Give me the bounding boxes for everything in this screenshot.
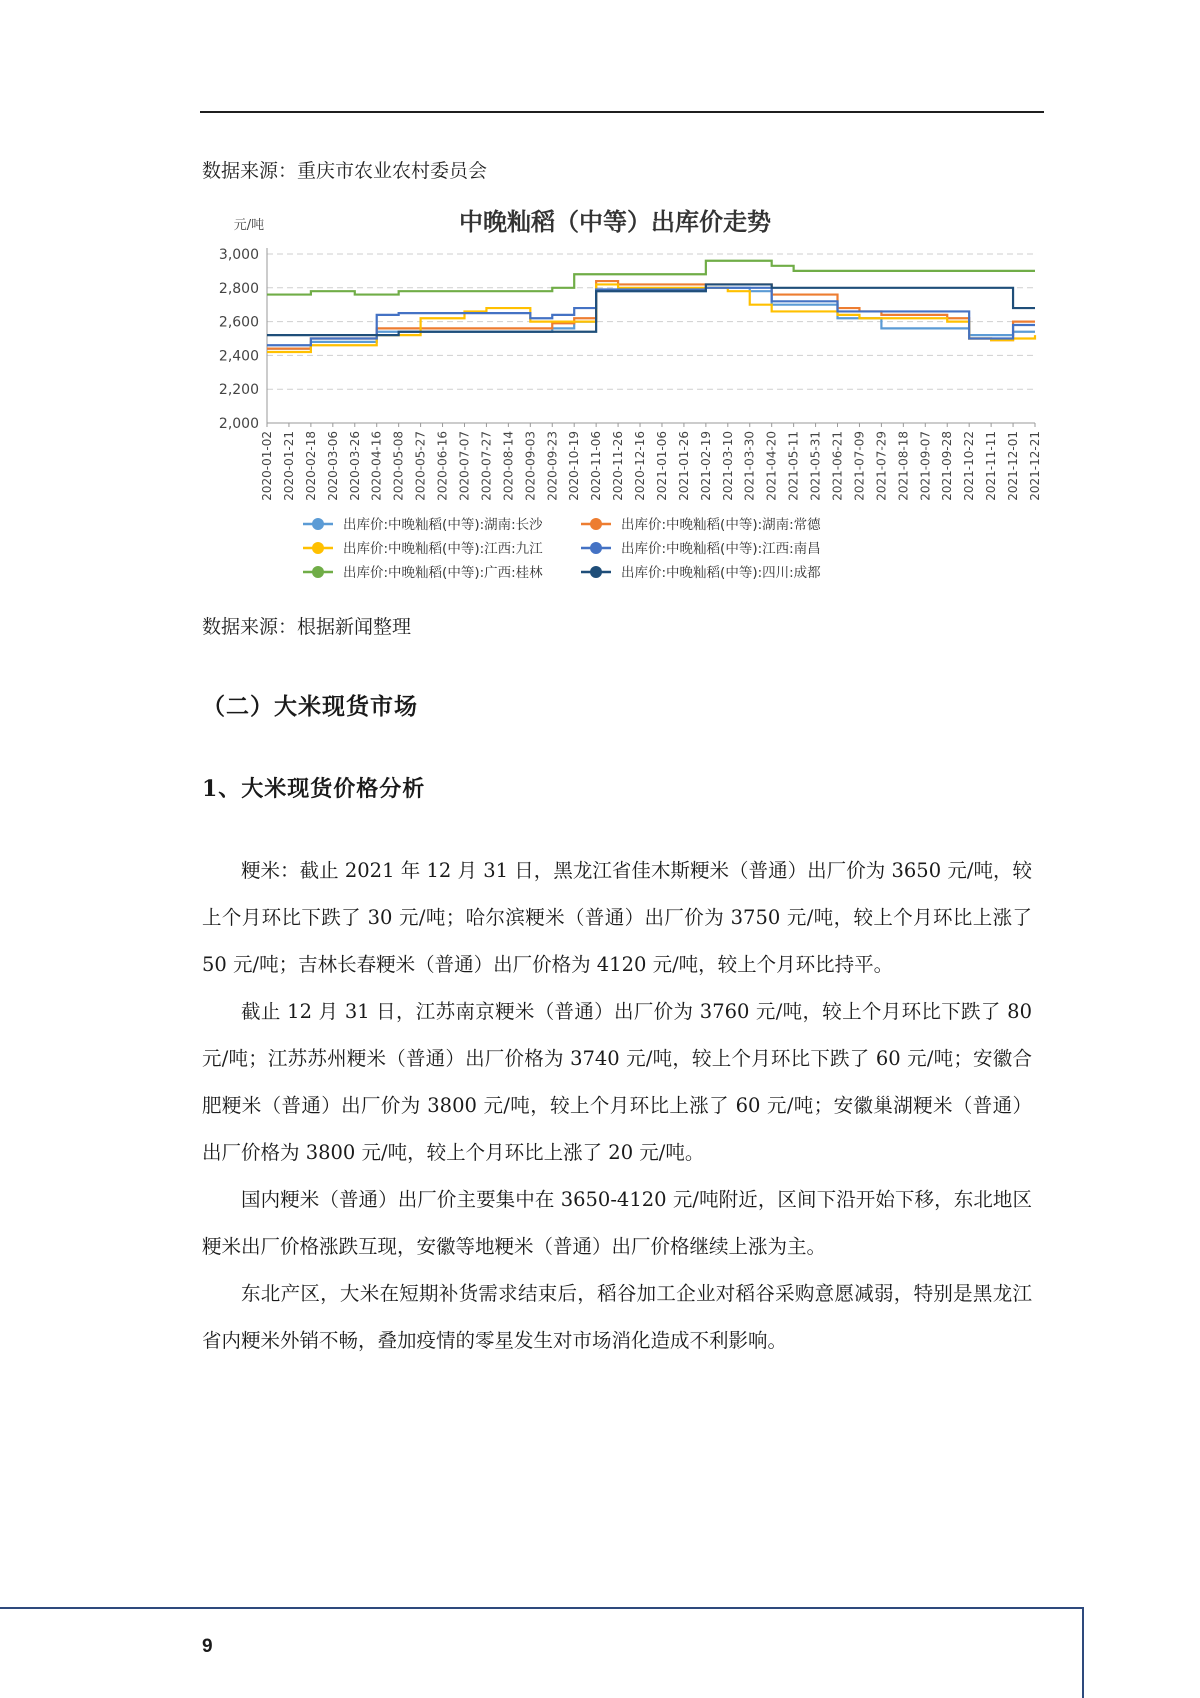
- x-tick-label: 2020-01-21: [281, 431, 296, 501]
- paragraph: 国内粳米（普通）出厂价主要集中在 3650-4120 元/吨附近，区间下沿开始下移，东北地区粳米出厂价格涨跌互现，安徽等地粳米（普通）出厂价格继续上涨为主。: [202, 1188, 1032, 1258]
- data-source-note: 数据来源：重庆市农业农村委员会: [202, 160, 488, 182]
- y-tick-label: 2,400: [218, 348, 259, 365]
- x-tick-label: 2021-10-22: [962, 431, 977, 501]
- x-tick-label: 2020-03-06: [325, 431, 340, 501]
- x-tick-label: 2020-02-18: [303, 431, 318, 501]
- legend-label: 出库价:中晚籼稻(中等):湖南:长沙: [343, 517, 543, 533]
- y-tick-label: 3,000: [218, 247, 259, 263]
- legend-label: 出库价:中晚籼稻(中等):广西:桂林: [343, 565, 543, 581]
- x-tick-label: 2020-08-14: [501, 431, 516, 501]
- x-tick-label: 2021-11-11: [984, 431, 999, 501]
- sub-heading: 1、大米现货价格分析: [202, 776, 426, 802]
- x-tick-label: 2020-11-26: [611, 431, 626, 501]
- chart-title: 中晚籼稻（中等）出库价走势: [459, 208, 771, 236]
- x-tick-label: 2021-12-01: [1006, 431, 1021, 501]
- x-tick-label: 2021-01-06: [654, 431, 669, 501]
- paragraph: 截止 12 月 31 日，江苏南京粳米（普通）出厂价为 3760 元/吨，较上个月环比下跌了 80 元/吨；江苏苏州粳米（普通）出厂价格为 3740 元/吨，较上个月环比下跌了 60 元/吨；安徽合肥粳米（普通）出厂价为 3800 元/吨，较上个月环比上涨了 60 元/吨；安徽巢湖粳米（普通）出厂价格为 3800 元/吨，较上个月环比上涨了 20 元/吨。: [202, 1000, 1032, 1164]
- page-number: 9: [202, 1636, 213, 1657]
- x-tick-label: 2020-10-19: [567, 431, 582, 501]
- x-tick-label: 2020-06-16: [435, 431, 450, 501]
- legend-marker-dot: [312, 542, 324, 554]
- x-tick-label: 2021-07-09: [852, 431, 867, 501]
- x-tick-label: 2021-06-21: [830, 431, 845, 501]
- x-tick-label: 2021-09-07: [918, 431, 933, 501]
- x-tick-label: 2020-12-16: [633, 431, 648, 501]
- x-tick-label: 2021-09-28: [940, 431, 955, 501]
- x-tick-label: 2020-09-03: [523, 431, 538, 501]
- y-tick-label: 2,000: [218, 416, 259, 432]
- y-axis-unit: 元/吨: [233, 218, 265, 233]
- x-tick-label: 2021-12-21: [1028, 431, 1042, 501]
- x-tick-label: 2021-03-10: [720, 431, 735, 501]
- legend-label: 出库价:中晚籼稻(中等):四川:成都: [621, 565, 821, 581]
- x-tick-label: 2020-05-27: [413, 431, 428, 501]
- header-rule: [200, 111, 1044, 113]
- x-tick-label: 2021-04-20: [764, 431, 779, 501]
- x-tick-label: 2020-07-07: [457, 431, 472, 501]
- x-tick-label: 2021-05-31: [808, 431, 823, 501]
- legend-label: 出库价:中晚籼稻(中等):江西:南昌: [621, 541, 821, 557]
- section-heading: （二）大米现货市场: [202, 693, 418, 720]
- x-tick-label: 2020-07-27: [479, 431, 494, 501]
- x-tick-label: 2021-01-26: [676, 431, 691, 501]
- paragraph: 东北产区，大米在短期补货需求结束后，稻谷加工企业对稻谷采购意愿减弱，特别是黑龙江省内粳米外销不畅，叠加疫情的零星发生对市场消化造成不利影响。: [202, 1282, 1032, 1352]
- y-tick-label: 2,800: [218, 280, 259, 297]
- body-text: [202, 847, 1032, 1364]
- y-tick-label: 2,200: [218, 382, 259, 399]
- x-tick-label: 2020-03-26: [347, 431, 362, 501]
- series-line: [267, 288, 1035, 345]
- legend-marker-dot: [312, 566, 324, 578]
- x-tick-label: 2020-11-06: [589, 431, 604, 501]
- footer-side-rule: [1082, 1607, 1084, 1698]
- x-tick-label: 2020-04-16: [369, 431, 384, 501]
- x-tick-label: 2021-03-30: [742, 431, 757, 501]
- x-tick-label: 2020-09-23: [545, 431, 560, 501]
- legend-label: 出库价:中晚籼稻(中等):湖南:常德: [621, 517, 821, 533]
- legend-marker-dot: [590, 566, 602, 578]
- x-tick-label: 2021-08-18: [896, 431, 911, 501]
- x-tick-label: 2021-07-29: [874, 431, 889, 501]
- legend-label: 出库价:中晚籼稻(中等):江西:九江: [343, 541, 543, 557]
- legend-marker-dot: [590, 542, 602, 554]
- x-tick-label: 2021-05-11: [786, 431, 801, 501]
- data-source-note-2: 数据来源：根据新闻整理: [202, 616, 412, 638]
- x-tick-label: 2021-02-19: [698, 431, 713, 501]
- y-tick-label: 2,600: [218, 314, 259, 331]
- legend-marker-dot: [590, 518, 602, 530]
- x-tick-label: 2020-01-02: [260, 431, 274, 501]
- price-trend-chart: [205, 200, 1045, 600]
- paragraph: 粳米：截止 2021 年 12 月 31 日，黑龙江省佳木斯粳米（普通）出厂价为 3650 元/吨，较上个月环比下跌了 30 元/吨；哈尔滨粳米（普通）出厂价为 3750 元/吨，较上个月环比上涨了 50 元/吨；吉林长春粳米（普通）出厂价格为 4120 元/吨，较上个月环比持平。: [202, 859, 1032, 976]
- legend-marker-dot: [312, 518, 324, 530]
- footer-rule: [0, 1607, 1084, 1609]
- x-tick-label: 2020-05-08: [391, 431, 406, 501]
